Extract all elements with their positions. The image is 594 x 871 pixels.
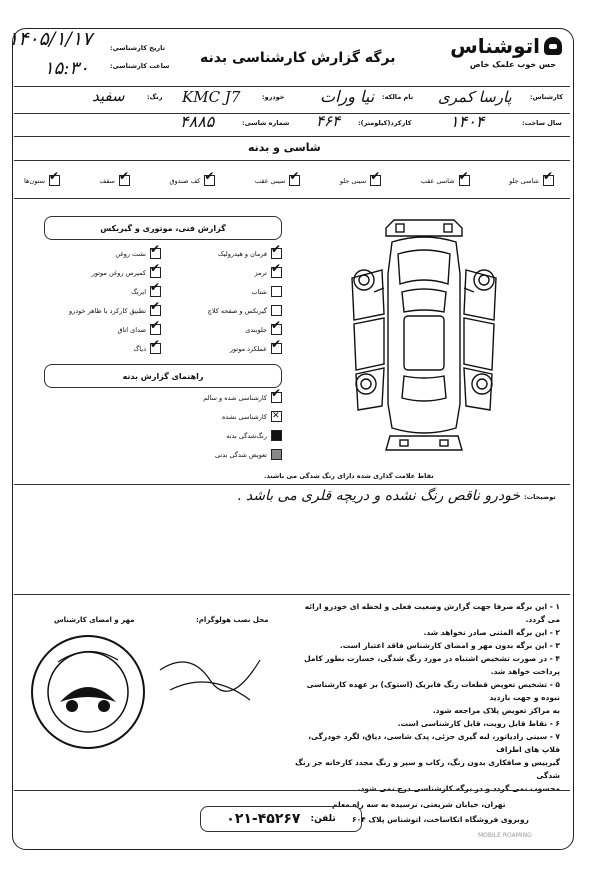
checkbox-icon bbox=[271, 305, 282, 316]
note-line: به مراکز تعویض پلاک مراجعه شود. bbox=[432, 706, 560, 715]
address-line-2: روبروی فروشگاه اتکاساخت‌، اتوشناس پلاک ۶۰۴ bbox=[352, 815, 529, 824]
checkbox-label: نشت روغن bbox=[115, 249, 146, 258]
checkbox-icon bbox=[271, 324, 282, 335]
checkbox-icon bbox=[49, 175, 60, 186]
hologram-label: محل نصب هولوگرام: bbox=[196, 616, 269, 624]
checkbox-item bbox=[166, 430, 282, 441]
owner-value: نیا ورات bbox=[320, 87, 375, 106]
handwritten-time: ۱۵:۳۰ bbox=[44, 58, 89, 79]
checkbox-item bbox=[166, 392, 282, 403]
mileage-label: کارکرد(کیلومتر): bbox=[358, 119, 412, 127]
stamp-graphic bbox=[28, 632, 148, 752]
owner-label: نام مالکه: bbox=[382, 93, 414, 101]
checkbox-label: ترمز bbox=[254, 268, 267, 277]
checkbox-label: ایربگ bbox=[131, 287, 146, 296]
color-value: سفید bbox=[92, 87, 125, 105]
checkbox-item bbox=[340, 175, 381, 186]
checkbox-item bbox=[162, 343, 282, 354]
checkbox-label: سینی عقب bbox=[254, 176, 286, 185]
checkbox-icon bbox=[150, 286, 161, 297]
checkbox-item bbox=[36, 324, 161, 335]
model-value: KMC J7 bbox=[182, 88, 241, 106]
expert-label: کارشناس: bbox=[530, 93, 564, 101]
sign-label: مهر و امضای کارشناس bbox=[54, 616, 135, 624]
checkbox-label: سقف bbox=[99, 176, 115, 185]
note-line: ۵ - تشخیص تعویض قطعات رنگ فابریک (استوک) بر عهده کارشناسی نبوده و جهت بازدید bbox=[306, 680, 560, 702]
divider bbox=[14, 484, 570, 485]
checkbox-icon bbox=[204, 175, 215, 186]
checkbox-item bbox=[36, 267, 161, 278]
model-label: خودرو: bbox=[262, 93, 285, 101]
remarks-value: خودرو ناقص رنگ نشده و دریچه قلری می باشد . bbox=[236, 488, 520, 504]
checkbox-label: ستون‌ها bbox=[24, 176, 45, 185]
chassis-label: شماره شاسی: bbox=[242, 119, 290, 127]
legend-title-box bbox=[44, 364, 282, 388]
legend-title: راهنمای گزارش بدنه bbox=[122, 371, 204, 381]
checkbox-icon bbox=[459, 175, 470, 186]
checkbox-item bbox=[162, 248, 282, 259]
signature-scribble bbox=[150, 640, 270, 740]
checkbox-item bbox=[169, 175, 215, 186]
address-line-1: تهران، خیابان شریعتی، نرسیده به سه راه معلم bbox=[332, 800, 506, 809]
checkbox-icon bbox=[119, 175, 130, 186]
checkbox-icon bbox=[150, 343, 161, 354]
expert-value: پارسا کمری bbox=[438, 88, 512, 106]
note-line: گیربیس و صافکاری بدون رنگ، رکاب و سپر و رنگ مجدد کارخانه جز رنگ شدگی bbox=[295, 758, 560, 780]
checkbox-icon bbox=[271, 343, 282, 354]
divider bbox=[14, 160, 570, 161]
checkbox-item bbox=[162, 267, 282, 278]
checkbox-item bbox=[99, 175, 129, 186]
checkbox-label: فرمان و هیدرولیک bbox=[217, 249, 267, 258]
checkbox-label: گیربکس و صفحه کلاچ bbox=[207, 306, 267, 315]
divider bbox=[14, 198, 570, 199]
checkbox-item bbox=[509, 175, 554, 186]
checkbox-item bbox=[162, 324, 282, 335]
logo-tagline: حس خوب علمک خاص bbox=[469, 60, 556, 69]
checkbox-label: کمپرس روغن موتور bbox=[91, 268, 146, 277]
year-label: سال ساخت: bbox=[522, 119, 562, 127]
note-line: ۳ - این برگه بدون مهر و امضای کارشناس فاقد اعتبار است. bbox=[339, 641, 560, 650]
info-row-2 bbox=[14, 112, 570, 137]
color-label: رنگ: bbox=[147, 93, 163, 101]
checkbox-item bbox=[166, 411, 282, 422]
checkbox-label: شاسی جلو bbox=[509, 176, 539, 185]
technical-right-col bbox=[162, 248, 282, 354]
checkbox-label: جلوبندی bbox=[245, 325, 267, 334]
checkbox-icon bbox=[271, 248, 282, 259]
time-label: ساعت کارشناسی: bbox=[110, 62, 170, 70]
checkbox-icon bbox=[370, 175, 381, 186]
note-line: ۶ - نقاط قابل رویت، قابل کارشناسی است. bbox=[397, 719, 560, 728]
handwritten-date: ۱۴۰۵/۱/۱۷ bbox=[8, 28, 93, 50]
checkbox-item bbox=[36, 343, 161, 354]
technical-left-col bbox=[36, 248, 161, 354]
checkbox-label: رنگ‌شدگی بدنه bbox=[226, 431, 267, 440]
divider bbox=[14, 594, 570, 595]
checkbox-icon bbox=[289, 175, 300, 186]
checkbox-icon bbox=[271, 430, 282, 441]
checkbox-icon bbox=[271, 392, 282, 403]
divider bbox=[14, 790, 570, 791]
checkbox-icon bbox=[543, 175, 554, 186]
note-line: ۱ - این برگه صرفا جهت گزارش وضعیت فعلی و لحظه ای خودرو ارائه می گردد. bbox=[304, 602, 560, 624]
car-body-diagram bbox=[344, 214, 504, 458]
logo-icon bbox=[544, 37, 562, 55]
notes-list bbox=[290, 600, 560, 795]
checkbox-icon bbox=[150, 305, 161, 316]
checkbox-label: تطبیق کارکرد با ظاهر خودرو bbox=[68, 306, 146, 315]
page-title: برگه گزارش کارشناسی بدنه bbox=[200, 50, 396, 66]
checkbox-icon bbox=[150, 267, 161, 278]
checkbox-icon bbox=[271, 411, 282, 422]
checkbox-label: کارشناسی شده و سالم bbox=[203, 393, 267, 402]
chassis-section-title: شاسی و بدنه bbox=[248, 141, 321, 154]
note-line: ۷ - سینی رادیاتور، لبه گیری جزئی، پدک شاسی، دیاق، لگرد خودرگی، فلاپ های اطراف bbox=[308, 732, 560, 754]
checkbox-item bbox=[166, 449, 282, 460]
logo-text: اتوشناس bbox=[450, 34, 540, 58]
phone-number: ۰۲۱-۴۵۲۶۷ bbox=[226, 811, 301, 827]
checkbox-item bbox=[421, 175, 470, 186]
phone-label: تلفن: bbox=[310, 814, 336, 824]
phone-box bbox=[200, 806, 362, 832]
expert-stamp bbox=[28, 632, 148, 752]
checkbox-icon bbox=[271, 449, 282, 460]
checkbox-icon bbox=[271, 267, 282, 278]
note-line: ۴ - در صورت تشخیص اشتباه در مورد رنگ شدگی، خسارت بطور کامل پرداخت خواهد شد. bbox=[304, 654, 560, 676]
checkbox-icon bbox=[271, 286, 282, 297]
checkbox-label: کف صندوق bbox=[169, 176, 201, 185]
checkbox-label: دیاگ bbox=[133, 344, 146, 353]
remarks-label: توضیحات: bbox=[524, 493, 556, 501]
date-label: تاریخ کارشناسی: bbox=[110, 44, 166, 52]
technical-title: گزارش فنی، موتوری و گیربکس bbox=[100, 223, 226, 233]
note-line: ۲ - این برگه المثنی صادر نخواهد شد. bbox=[423, 628, 560, 637]
checkbox-icon bbox=[150, 324, 161, 335]
checkbox-item bbox=[255, 175, 300, 186]
chassis-value: ۴۸۸۵ bbox=[180, 112, 215, 131]
checkbox-label: شاسی عقب bbox=[420, 176, 455, 185]
technical-title-box bbox=[44, 216, 282, 240]
checkbox-label: شتاب bbox=[251, 287, 267, 296]
brand-logo bbox=[432, 34, 562, 80]
legend-items bbox=[166, 392, 282, 460]
checkbox-item bbox=[24, 175, 60, 186]
checkbox-item bbox=[36, 286, 161, 297]
checkbox-label: عملکرد موتور bbox=[229, 344, 267, 353]
checkbox-item bbox=[162, 286, 282, 297]
checkbox-item bbox=[36, 248, 161, 259]
watermark: MOBILE ROAMING bbox=[478, 832, 532, 839]
checkbox-label: تعویض شدگی بدنی bbox=[214, 450, 267, 459]
mileage-value: ۴۶۴ bbox=[316, 112, 341, 130]
checkbox-label: کارشناسی نشده bbox=[222, 412, 267, 421]
diagram-note: نقاط علامت گذاری شده دارای رنگ شدگی می باشند. bbox=[264, 472, 434, 480]
checkbox-item bbox=[162, 305, 282, 316]
note-line: محسوب نمی گردد و در برگه کارشناسی درج نمی شود. bbox=[357, 784, 560, 793]
chassis-items bbox=[24, 175, 554, 186]
checkbox-item bbox=[36, 305, 161, 316]
checkbox-label: صدای اتاق bbox=[117, 325, 146, 334]
checkbox-icon bbox=[150, 248, 161, 259]
year-value: ۱۴۰۴ bbox=[450, 112, 485, 131]
checkbox-label: سینی جلو bbox=[339, 176, 367, 185]
